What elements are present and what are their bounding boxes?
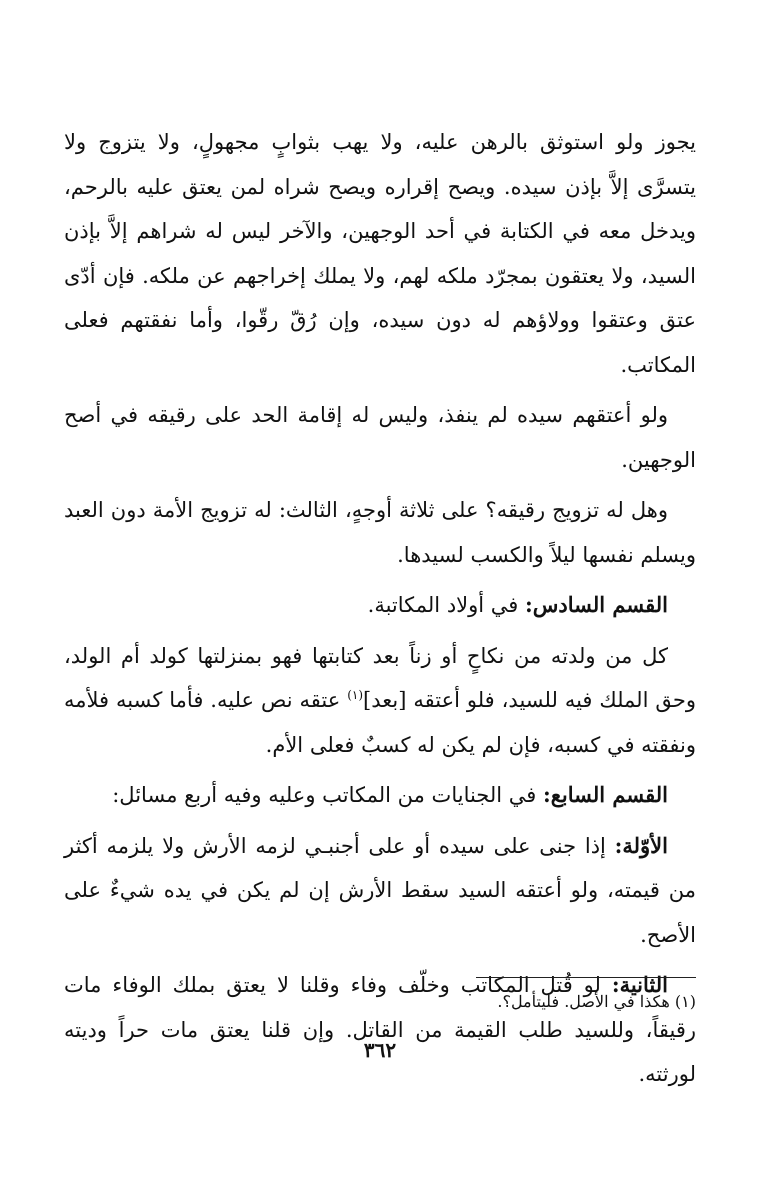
footnote-reference[interactable]: (١) bbox=[347, 688, 364, 702]
section-heading bbox=[64, 773, 696, 818]
footnote: (١) هكذا في الأصل. فليتأمل؟. bbox=[497, 992, 696, 1011]
paragraph bbox=[64, 634, 696, 768]
paragraph bbox=[64, 824, 696, 958]
section-heading bbox=[64, 583, 696, 628]
paragraph bbox=[64, 120, 696, 387]
paragraph bbox=[64, 393, 696, 482]
section-heading-text: في الجنايات من المكاتب وعليه وفيه أربع مسائل: bbox=[112, 783, 543, 807]
section-heading-lead: القسم السابع: bbox=[542, 782, 668, 807]
issue-label: الأوّلة: bbox=[614, 832, 668, 858]
footnote-divider bbox=[476, 977, 696, 978]
paragraph-text: إذا جنى على سيده أو على أجنبـي لزمه الأرش ولا يلزمه أكثر من قيمته، ولو أعتقه السيد سقط الأرش إن لم يكن في يده شيءٌ على الأصح. bbox=[64, 833, 696, 947]
page-number: ٣٦٢ bbox=[363, 1038, 397, 1062]
paragraph-text-continued: عتقه نص عليه. فأما كسبه فلأمه ونفقته في كسبه، فإن لم يكن له كسبٌ فعلى الأم. bbox=[64, 688, 696, 757]
paragraph-text: يجوز ولو استوثق بالرهن عليه، ولا يهب بثوابٍ مجهولٍ، ولا يتزوج ولا يتسرَّى إلاَّ بإذن سيده. ويصح إقراره ويصح شراه لمن يعتق عليه بالرحم، ويدخل معه في الكتابة في أحد الوجهين، والآخر ليس له شراهم إلاَّ بإذن السيد، ولا يعتقون بمجرّد ملكه لهم، ولا يملك إخراجهم عن ملكه. فإن أدّى عتق وعتقوا وولاؤهم له دون سيده، وإن رُقّ رقّوا، وأما نفقتهم فعلى المكاتب. bbox=[64, 130, 696, 377]
paragraph bbox=[64, 963, 696, 1097]
paragraph-text: وهل له تزويج رقيقه؟ على ثلاثة أوجهٍ، الثالث: له تزويج الأمة دون العبد ويسلم نفسها ليلاً والكسب لسيدها. bbox=[64, 498, 696, 567]
paragraph-text: كل من ولدته من نكاحٍ أو زناً بعد كتابتها فهو بمنزلتها كولد أم الولد، وحق الملك فيه للسيد، فلو أعتقه [بعد] bbox=[64, 643, 696, 712]
paragraph-text: لو قُتل المكاتب وخلّف وفاء وقلنا لا يعتق بملك الوفاء مات رقيقاً، وللسيد طلب القيمة من القاتل. وإن قلنا يعتق مات حراً وديته لورثته. bbox=[64, 973, 696, 1086]
issue-label: الثانية: bbox=[611, 972, 668, 997]
section-heading-text: في أولاد المكاتبة. bbox=[367, 593, 526, 617]
paragraph bbox=[64, 488, 696, 577]
paragraph-text: ولو أعتقهم سيده لم ينفذ، وليس له إقامة الحد على رقيقه في أصح الوجهين. bbox=[64, 403, 696, 472]
page-body bbox=[64, 120, 696, 1097]
section-heading-lead: القسم السادس: bbox=[525, 592, 668, 617]
